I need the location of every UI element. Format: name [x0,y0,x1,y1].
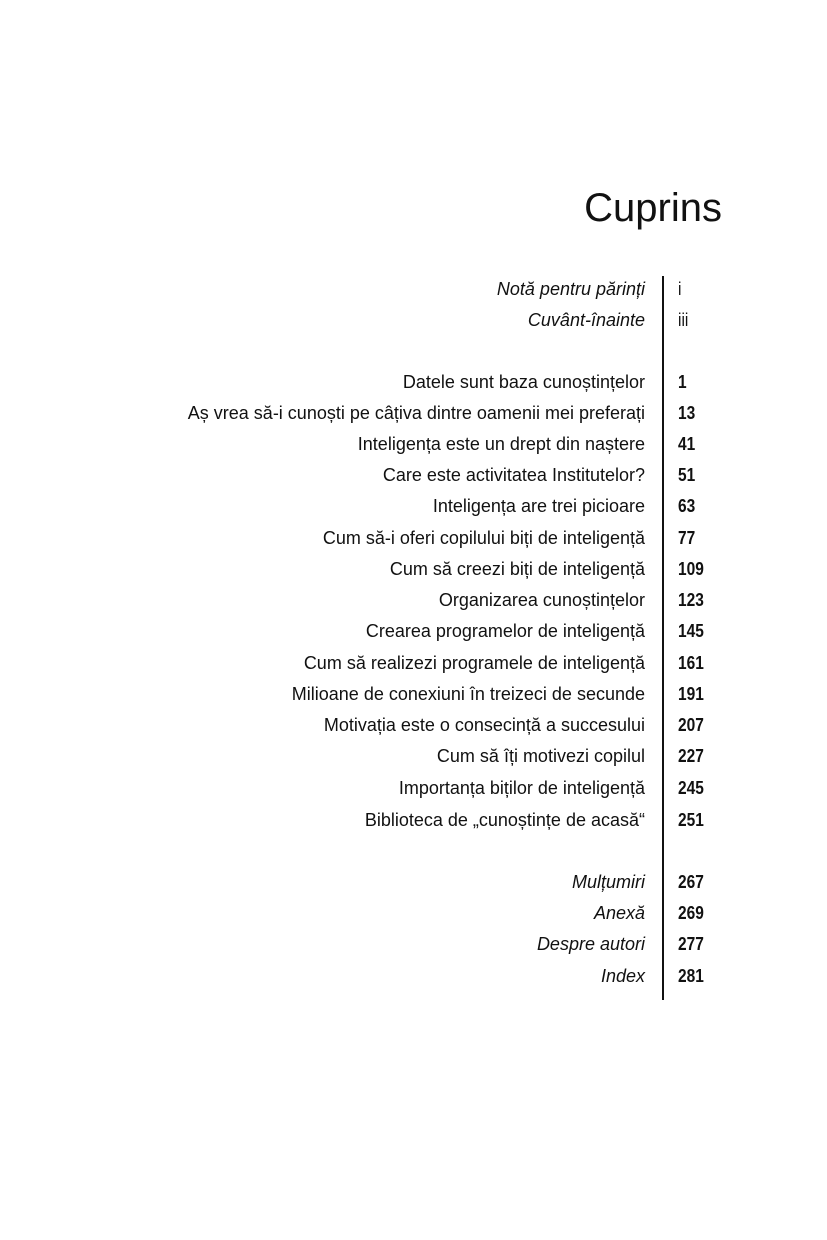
toc-entry-back-matter[interactable] [0,898,827,929]
toc-entry-front-matter[interactable] [0,305,827,336]
toc-entry-chapter[interactable] [0,398,827,429]
toc-entry-page: 77 [678,528,696,548]
toc-entry-title: Motivația este o consecință a succesului [323,715,645,735]
toc-entry-page: 277 [678,934,704,954]
toc-entry-page: 161 [678,653,704,673]
toc-entry-chapter[interactable] [0,805,827,836]
toc-entry-page: i [678,279,682,299]
toc-entry-page: 245 [678,778,704,798]
toc-entry-page: 63 [678,496,696,516]
toc-entry-chapter[interactable] [0,679,827,710]
toc-entry-page: 145 [678,621,704,641]
toc-entry-chapter[interactable] [0,773,827,804]
toc-entry-chapter[interactable] [0,554,827,585]
toc-entry-title: Cum să îți motivezi copilul [436,746,645,766]
toc-entry-page: 269 [678,903,704,923]
toc-entry-title: Cum să realizezi programele de inteligență [303,653,645,673]
toc-entry-chapter[interactable] [0,585,827,616]
toc-entry-title: Cum să creezi biți de inteligență [389,559,645,579]
toc-entry-page: 267 [678,872,704,892]
toc-entry-title: Cum să-i oferi copilului biți de inteligență [322,528,645,548]
toc-entry-page: 1 [678,372,687,392]
toc-entry-title: Crearea programelor de inteligență [365,621,645,641]
toc-entry-front-matter[interactable] [0,274,827,305]
toc-entry-title: Inteligența este un drept din naștere [357,434,645,454]
toc-entry-page: 41 [678,434,696,454]
toc-entry-title: Milioane de conexiuni în treizeci de secunde [291,684,645,704]
toc-entry-page: 227 [678,746,704,766]
toc-entry-title: Inteligența are trei picioare [432,496,645,516]
toc-entry-title: Anexă [593,903,645,923]
toc-entry-chapter[interactable] [0,648,827,679]
toc-entry-back-matter[interactable] [0,867,827,898]
toc-entry-page: 13 [678,403,696,423]
toc-entry-title: Care este activitatea Institutelor? [382,465,645,485]
toc-entry-chapter[interactable] [0,616,827,647]
toc-entry-chapter[interactable] [0,523,827,554]
toc-entry-title: Aș vrea să-i cunoști pe câțiva dintre oamenii mei preferați [187,403,645,423]
toc-entry-title: Mulțumiri [571,872,645,892]
toc-entry-title: Organizarea cunoștințelor [438,590,645,610]
toc-entry-back-matter[interactable] [0,929,827,960]
toc-entry-back-matter[interactable] [0,961,827,992]
toc-entry-page: 51 [678,465,696,485]
toc-entry-title: Index [600,966,645,986]
toc-entry-title: Importanța biților de inteligență [398,778,645,798]
toc-entry-title: Datele sunt baza cunoștințelor [402,372,645,392]
page-title: Cuprins [584,186,722,230]
toc-entry-title: Notă pentru părinți [496,279,645,299]
toc-entry-page: 251 [678,810,704,830]
toc-entry-page: 207 [678,715,704,735]
toc-entry-page: 281 [678,966,704,986]
toc-entry-page: 109 [678,559,704,579]
toc-entry-title: Despre autori [536,934,645,954]
toc-entry-page: 123 [678,590,704,610]
toc-entry-title: Biblioteca de „cunoștințe de acasă“ [364,810,645,830]
toc-entry-chapter[interactable] [0,460,827,491]
toc-entry-chapter[interactable] [0,741,827,772]
toc-entry-page: iii [678,310,689,330]
toc-entry-chapter[interactable] [0,429,827,460]
toc-entry-chapter[interactable] [0,491,827,522]
toc-entry-page: 191 [678,684,704,704]
toc-entry-title: Cuvânt-înainte [527,310,645,330]
toc-entry-chapter[interactable] [0,710,827,741]
toc-entry-chapter[interactable] [0,367,827,398]
